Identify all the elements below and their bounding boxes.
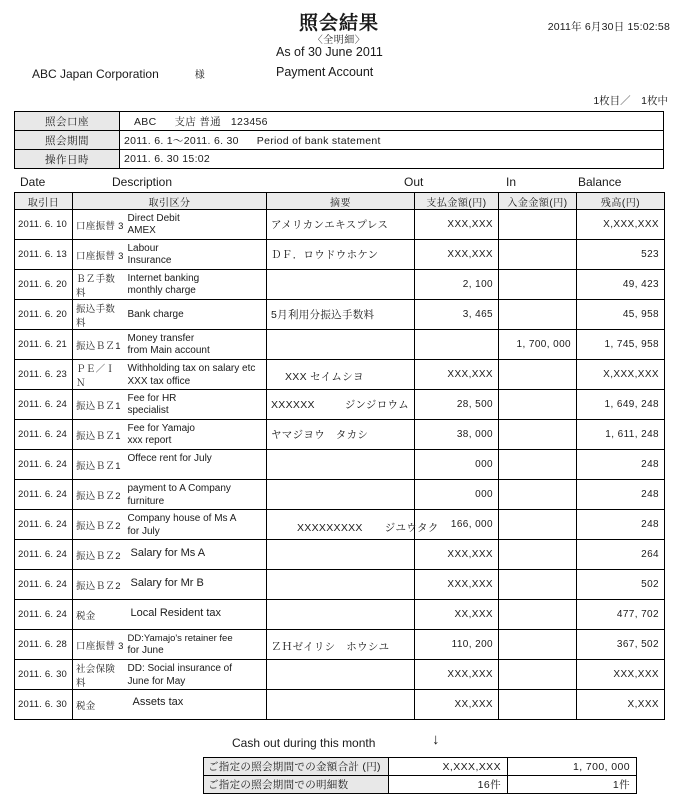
tekiyo-text: ＺＨゼイリシ ホウシユ — [271, 641, 390, 653]
cell-balance: 1, 649, 248 — [577, 390, 665, 420]
cell-date: 2011. 6. 24 — [15, 510, 73, 540]
cell-balance: 523 — [577, 240, 665, 270]
cell-date: 2011. 6. 13 — [15, 240, 73, 270]
cell-date: 2011. 6. 21 — [15, 330, 73, 360]
cell-description — [125, 330, 267, 360]
header-kubun: 取引区分 — [73, 193, 267, 210]
cell-kubun: 振込ＢＺ2 — [73, 510, 125, 540]
cell-balance: XXX,XXX — [577, 660, 665, 690]
cell-description — [125, 570, 267, 600]
table-row — [15, 540, 665, 570]
cell-tekiyo — [267, 330, 415, 360]
summary-label-total-amount: ご指定の照会期間での金額合計 (円) — [204, 758, 389, 776]
caption-balance: Balance — [578, 175, 622, 189]
cell-balance: 367, 502 — [577, 630, 665, 660]
header-in: 入金金額(円) — [499, 193, 577, 210]
desc-line-1: payment to A Company — [127, 483, 231, 494]
cell-in — [499, 630, 577, 660]
cell-description — [125, 390, 267, 420]
transaction-table — [14, 192, 665, 720]
cell-tekiyo — [267, 450, 415, 480]
cell-in — [499, 270, 577, 300]
cell-out: 3, 465 — [415, 300, 499, 330]
cell-kubun: 税金 — [73, 600, 125, 630]
cell-in — [499, 480, 577, 510]
cell-tekiyo — [267, 660, 415, 690]
cell-kubun: 社会保険料 — [73, 660, 125, 690]
cell-in — [499, 210, 577, 240]
cell-in — [499, 660, 577, 690]
desc-line-1: Salary for Ms A — [130, 547, 206, 559]
desc-line-2: specialist — [127, 404, 169, 416]
cell-tekiyo — [267, 390, 415, 420]
addressee-honorific: 様 — [194, 70, 205, 81]
info-row-period — [15, 131, 664, 150]
table-row — [15, 210, 665, 240]
cell-description — [125, 210, 267, 240]
desc-line-1: Labour — [127, 243, 159, 254]
cell-description — [125, 270, 267, 300]
transaction-rows — [15, 210, 665, 720]
cell-description — [125, 450, 267, 480]
cell-date: 2011. 6. 20 — [15, 270, 73, 300]
cell-date: 2011. 6. 10 — [15, 210, 73, 240]
table-row — [15, 690, 665, 720]
cell-kubun: 振込ＢＺ1 — [73, 390, 125, 420]
addressee — [32, 66, 205, 81]
table-row — [15, 600, 665, 630]
cell-date: 2011. 6. 24 — [15, 480, 73, 510]
desc-line-1: Local Resident tax — [130, 607, 221, 619]
desc-line-1: Bank charge — [127, 308, 184, 320]
desc-line-1: Money transfer — [127, 333, 195, 344]
cell-in — [499, 360, 577, 390]
cell-in — [499, 300, 577, 330]
cell-out: XXX,XXX — [415, 210, 499, 240]
header-tekiyo: 摘要 — [267, 193, 415, 210]
cell-in — [499, 390, 577, 420]
cell-tekiyo — [267, 540, 415, 570]
addressee-name: ABC Japan Corporation — [32, 67, 159, 81]
summary-table — [203, 757, 637, 794]
cell-tekiyo — [267, 480, 415, 510]
cell-balance: X,XXX,XXX — [577, 360, 665, 390]
cell-balance: 264 — [577, 540, 665, 570]
cell-in — [499, 540, 577, 570]
cell-in — [499, 240, 577, 270]
cell-tekiyo — [267, 360, 415, 390]
cell-description — [125, 360, 267, 390]
cell-in — [499, 510, 577, 540]
as-of-date: As of 30 June 2011 — [276, 45, 383, 59]
cell-description — [125, 660, 267, 690]
cash-out-annotation: Cash out during this month — [232, 736, 376, 750]
tekiyo-text: XXXXXXXXX — [297, 522, 363, 534]
period-note: Period of bank statement — [256, 134, 381, 147]
cell-balance: 1, 745, 958 — [577, 330, 665, 360]
cell-date: 2011. 6. 24 — [15, 600, 73, 630]
cell-tekiyo — [267, 630, 415, 660]
cell-kubun: 振込ＢＺ1 — [73, 450, 125, 480]
cell-out: 000 — [415, 450, 499, 480]
info-label-period: 照会期間 — [15, 131, 120, 150]
cell-date: 2011. 6. 24 — [15, 420, 73, 450]
cell-in — [499, 600, 577, 630]
cell-tekiyo — [267, 600, 415, 630]
cell-kubun: 振込ＢＺ1 — [73, 420, 125, 450]
table-row — [15, 270, 665, 300]
cell-kubun: 振込手数料 — [73, 300, 125, 330]
cell-tekiyo — [267, 510, 439, 540]
caption-out: Out — [404, 175, 424, 189]
info-row-account — [15, 112, 664, 131]
desc-line-1: Company house of Ms A — [127, 513, 237, 524]
cell-kubun: 口座振替 3 — [73, 210, 125, 240]
cell-kubun: 振込ＢＺ2 — [73, 540, 125, 570]
cell-out: 110, 200 — [415, 630, 499, 660]
cell-description — [125, 540, 267, 570]
account-bank: ABC — [134, 115, 157, 128]
cell-out: XXX,XXX — [415, 570, 499, 600]
cell-kubun: 振込ＢＺ2 — [73, 570, 125, 600]
table-row — [15, 390, 665, 420]
cell-description — [125, 600, 267, 630]
summary-out-count: 16件 — [389, 776, 508, 794]
desc-line-2: AMEX — [127, 224, 156, 236]
cell-balance: 49, 423 — [577, 270, 665, 300]
account-info-table — [14, 111, 664, 169]
cell-kubun: ＰＥ／ＩＮ — [73, 360, 125, 390]
cell-balance: X,XXX,XXX — [577, 210, 665, 240]
cell-kubun: 振込ＢＺ1 — [73, 330, 125, 360]
summary-label-record-count: ご指定の照会期間での明細数 — [204, 776, 389, 794]
cell-in — [499, 570, 577, 600]
summary-row-record-count — [204, 776, 637, 794]
cell-description — [125, 690, 267, 720]
desc-line-1: Fee for Yamajo — [127, 423, 195, 434]
cell-date: 2011. 6. 23 — [15, 360, 73, 390]
cell-kubun: 税金 — [73, 690, 125, 720]
cell-date: 2011. 6. 24 — [15, 390, 73, 420]
info-label-operation-time: 操作日時 — [15, 150, 120, 169]
down-arrow-icon: ↓ — [432, 731, 440, 748]
tekiyo-group — [297, 520, 439, 535]
print-timestamp: 2011年 6月30日 15:02:58 — [547, 21, 670, 33]
table-row — [15, 570, 665, 600]
cell-tekiyo: アメリカンエキスプレス — [267, 210, 415, 240]
table-row — [15, 450, 665, 480]
table-row — [15, 510, 665, 540]
header-balance: 残高(円) — [577, 193, 665, 210]
page-subtitle: 〈全明細〉 — [312, 35, 366, 46]
cell-description — [125, 480, 267, 510]
cell-balance: 502 — [577, 570, 665, 600]
tekiyo-text-2: ジンジロウム — [344, 399, 409, 411]
cell-in — [499, 420, 577, 450]
desc-line-1: Withholding tax on salary etc — [127, 363, 256, 374]
account-branch: 支店 普通 — [174, 115, 221, 128]
cell-description — [125, 300, 267, 330]
cell-out: XXX,XXX — [415, 360, 499, 390]
cell-out: XXX,XXX — [415, 660, 499, 690]
desc-line-1: Salary for Mr B — [130, 577, 204, 589]
cell-date: 2011. 6. 24 — [15, 540, 73, 570]
table-row — [15, 420, 665, 450]
desc-line-1: Fee for HR — [127, 393, 177, 404]
cell-description — [125, 630, 267, 660]
cell-kubun: ＢＺ手数料 — [73, 270, 125, 300]
cell-date: 2011. 6. 28 — [15, 630, 73, 660]
cell-tekiyo — [267, 690, 415, 720]
cell-out: XX,XXX — [415, 690, 499, 720]
table-row — [15, 330, 665, 360]
summary-row-total-amount — [204, 758, 637, 776]
cell-in — [499, 690, 577, 720]
cell-date: 2011. 6. 30 — [15, 660, 73, 690]
table-row — [15, 300, 665, 330]
desc-line-1: Offece rent for July — [127, 453, 212, 464]
info-value-operation-time: 2011. 6. 30 15:02 — [120, 150, 664, 169]
cell-description — [125, 510, 267, 540]
cell-balance: 477, 702 — [577, 600, 665, 630]
caption-description: Description — [112, 175, 173, 189]
cell-tekiyo: ＤＦ．ロウドウホケン — [267, 240, 415, 270]
account-type-label: Payment Account — [276, 65, 374, 79]
cell-kubun: 口座振替 3 — [73, 240, 125, 270]
caption-in: In — [506, 175, 517, 189]
table-row — [15, 480, 665, 510]
cell-tekiyo — [267, 270, 415, 300]
desc-line-1: DD: Social insurance of — [127, 663, 232, 674]
summary-in-count: 1件 — [508, 776, 637, 794]
caption-date: Date — [20, 175, 46, 189]
table-row — [15, 630, 665, 660]
tekiyo-text-2: ジユウタク — [384, 522, 439, 534]
desc-line-2: for July — [127, 525, 160, 537]
desc-line-2: furniture — [127, 495, 165, 507]
cell-tekiyo — [267, 570, 415, 600]
cell-date: 2011. 6. 24 — [15, 450, 73, 480]
cell-out: 166, 000 — [415, 510, 499, 540]
page-indicator: 1枚目／ 1枚中 — [593, 95, 668, 107]
desc-line-2: from Main account — [127, 344, 210, 356]
page-title: 照会結果 — [298, 13, 379, 34]
table-row — [15, 360, 665, 390]
cell-in — [499, 450, 577, 480]
info-value-period — [120, 131, 664, 150]
table-row — [15, 660, 665, 690]
cell-in: 1, 700, 000 — [499, 330, 577, 360]
cell-out: 38, 000 — [415, 420, 499, 450]
table-header-row — [15, 193, 665, 210]
cell-out: XX,XXX — [415, 600, 499, 630]
desc-line-1: DD:Yamajo's retainer fee — [127, 633, 233, 644]
cell-balance: 248 — [577, 510, 665, 540]
desc-line-2: monthly charge — [127, 284, 196, 296]
header-out: 支払金額(円) — [415, 193, 499, 210]
cell-kubun: 振込ＢＺ2 — [73, 480, 125, 510]
desc-line-2: XXX tax office — [127, 375, 191, 387]
cell-out: 2, 100 — [415, 270, 499, 300]
summary-out-total: X,XXX,XXX — [389, 758, 508, 776]
tekiyo-text: XXXXXX — [271, 399, 315, 411]
cell-out: XXX,XXX — [415, 540, 499, 570]
cell-date: 2011. 6. 30 — [15, 690, 73, 720]
cell-date: 2011. 6. 24 — [15, 570, 73, 600]
desc-line-1: Assets tax — [132, 696, 184, 708]
cell-description — [125, 240, 267, 270]
info-row-operation-time — [15, 150, 664, 169]
desc-line-2: June for May — [127, 675, 186, 687]
period-range: 2011. 6. 1〜2011. 6. 30 — [124, 134, 239, 147]
summary-in-total: 1, 700, 000 — [508, 758, 637, 776]
tekiyo-text: XXX セイムシヨ — [285, 371, 364, 383]
cell-kubun: 口座振替 3 — [73, 630, 125, 660]
cell-balance: 1, 611, 248 — [577, 420, 665, 450]
table-row — [15, 240, 665, 270]
account-number: 123456 — [230, 115, 268, 128]
desc-line-2: Insurance — [127, 254, 172, 266]
cell-out: 000 — [415, 480, 499, 510]
cell-out: 28, 500 — [415, 390, 499, 420]
cell-balance: 248 — [577, 450, 665, 480]
header-date: 取引日 — [15, 193, 73, 210]
cell-balance: 45, 958 — [577, 300, 665, 330]
desc-line-2: for June — [127, 645, 164, 657]
cell-balance: X,XXX — [577, 690, 665, 720]
desc-line-2: xxx report — [127, 434, 172, 446]
desc-line-1: Internet banking — [127, 273, 200, 284]
cell-tekiyo: ヤマジヨウ タカシ — [267, 420, 415, 450]
cell-balance: 248 — [577, 480, 665, 510]
cell-out: XXX,XXX — [415, 240, 499, 270]
cell-tekiyo: 5月利用分振込手数料 — [267, 300, 415, 330]
cell-description — [125, 420, 267, 450]
info-value-account — [120, 112, 664, 131]
info-label-account: 照会口座 — [15, 112, 120, 131]
cell-out — [415, 330, 499, 360]
desc-line-1: Direct Debit — [127, 213, 180, 224]
cell-date: 2011. 6. 20 — [15, 300, 73, 330]
